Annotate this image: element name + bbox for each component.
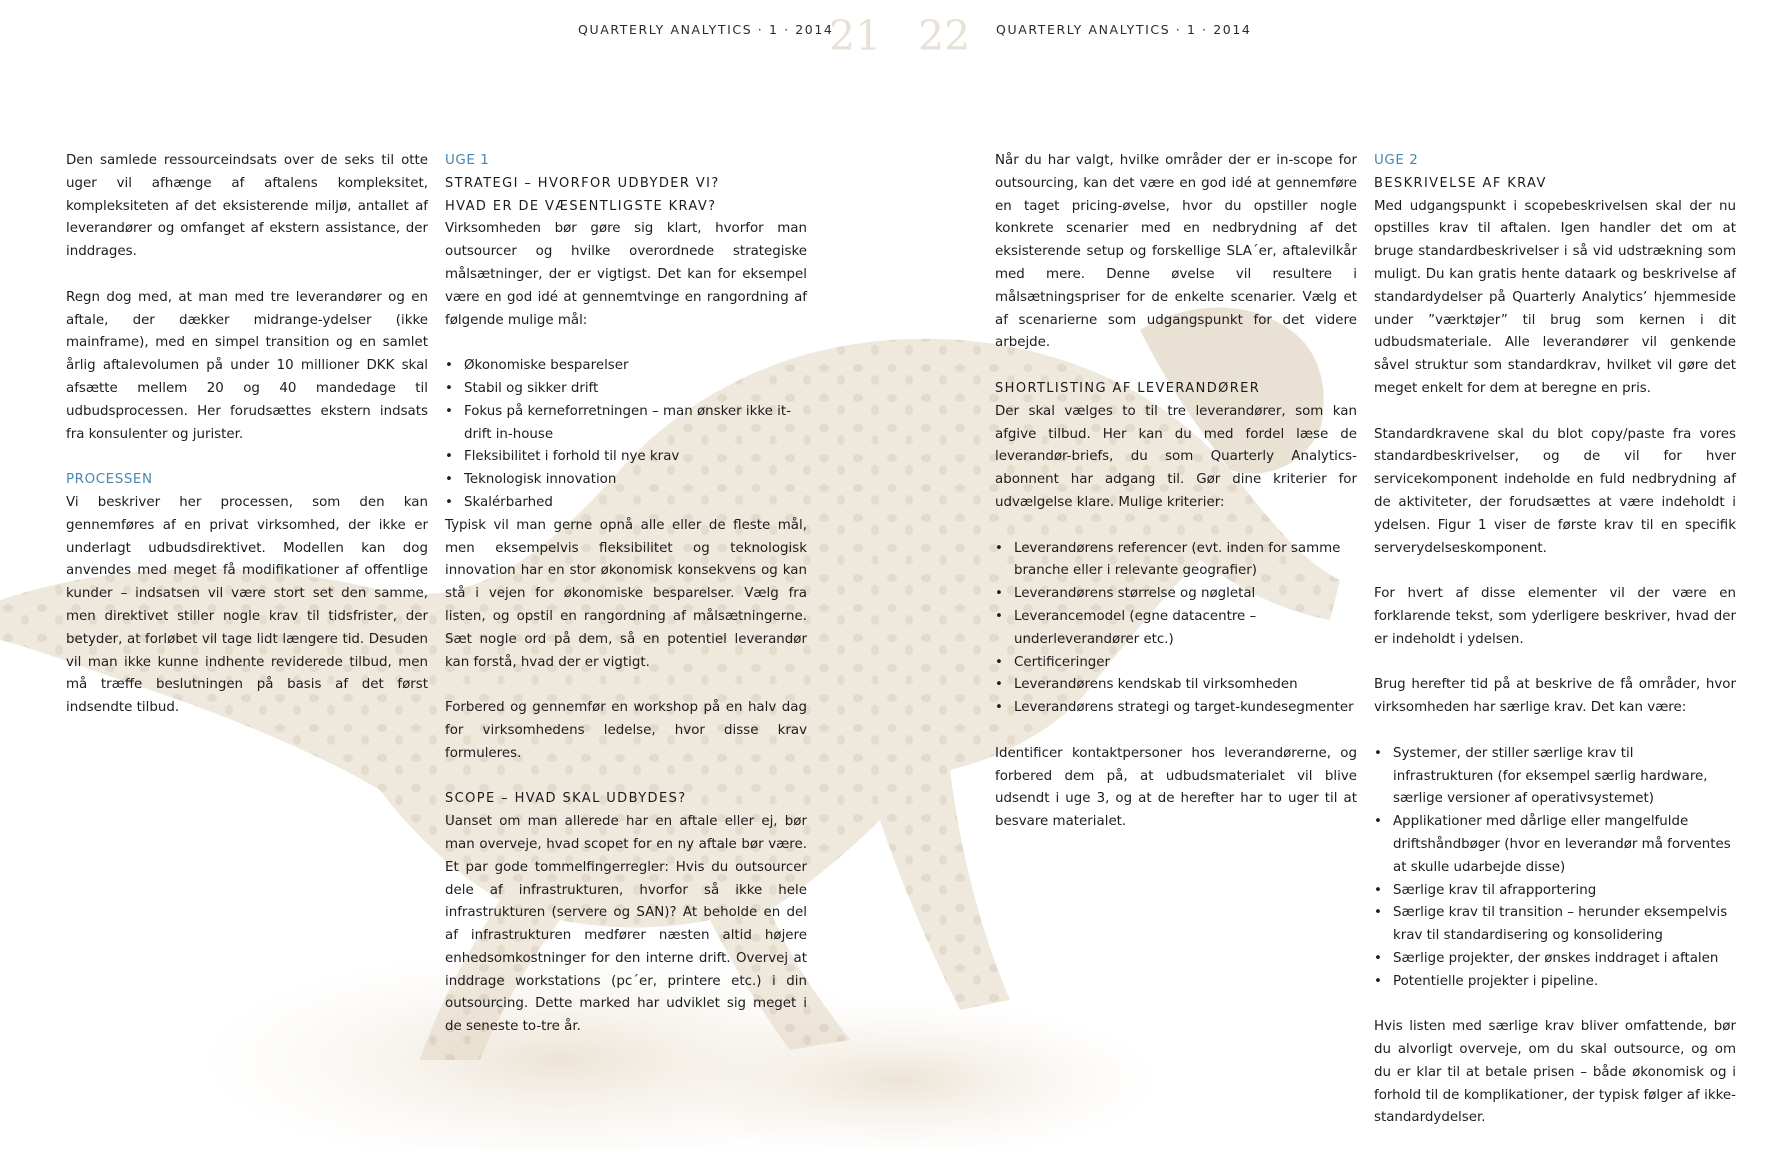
paragraph: Brug herefter tid på at beskrive de få områder, hvor virksomheden har særlige krav. Det kan være: (1374, 677, 1736, 716)
criteria-list (995, 538, 1357, 720)
paragraph: Typisk vil man gerne opnå alle eller de fleste mål, men eksempelvis fleksibilitet og teknologisk innovation har en stor økonomisk konsekvens og kan stå i vejen for økonomiske besparelser. Vælg fra listen, og opstil en rangordning af målsætningerne. Sæt nogle ord på dem, så en potentiel leverandør kan forstå, hvad der er vigtigt. (445, 517, 807, 670)
list-item: • Systemer, der stiller særlige krav til infrastrukturen (for eksempel særlig hardware, særlige versioner af operativsystemet) (1374, 743, 1736, 811)
list-item: • Skalérbarhed (445, 492, 807, 515)
paragraph: Virksomheden bør gøre sig klart, hvorfor man outsourcer og hvilke overordnede strategiske målsætninger, der er vigtigst. Det kan for eksempel være en god idé at gennemtvinge en rangordning af følgende mulige mål: (445, 221, 807, 328)
goals-list (445, 355, 807, 515)
paragraph: Med udgangspunkt i scopebeskrivelsen skal der nu opstilles krav til aftalen. Igen handler det om at bruge standardbeskrivelser i så vid udstrækning som muligt. Du kan gratis hente dataark og beskrivelse af standardydelser på Quarterly Analytics’ hjemmeside under ”værktøjer” til brug som kernen i dit udbudsmateriale. Alle leverandører vil genkende såvel struktur som standardkrav, hvilket vil gøre det meget enkelt for dem at beregne en pris. (1374, 198, 1736, 396)
right-running-title: QUARTERLY ANALYTICS · 1 · 2014 (996, 22, 1252, 37)
paragraph: Regn dog med, at man med tre leverandører og en aftale, der dækker midrange-ydelser (ikke mainframe), med en simpel transition og en samlet årlig aftalevolumen på under 10 millioner DKK skal afsætte mellem 20 og 40 mandedage til udbudsprocessen. Her forudsættes ekstern indsats fra konsulenter og jurister. (66, 289, 428, 442)
special-requirements-list (1374, 743, 1736, 994)
list-item: • Leverandørens størrelse og nøgletal (995, 583, 1357, 606)
list-item: • Økonomiske besparelser (445, 355, 807, 378)
paragraph: Der skal vælges to til tre leverandører, som kan afgive tilbud. Her kan du med fordel læse de leverandør-briefs, du som Quarterly Analytics-abonnent har adgang til. Gør dine kriterier for udvælgelse klare. Mulige kriterier: (995, 403, 1357, 510)
week-heading-uge-1: UGE 1 (445, 153, 490, 168)
paragraph: Uanset om man allerede har en aftale eller ej, bør man overveje, hvad scopet for en ny aftale bør være. Et par gode tommelfingerregler: Hvis du outsourcer dele af infrastrukturen, hvorfor så ikke hele infrastrukturen (servere og SAN)? At beholde en del af infrastrukturen medfører næsten altid højere enhedsomkostninger for den interne drift. Overvej at inddrage workstations (pc´er, printere etc.) i din outsourcing. Dette marked har udviklet sig meget i de seneste to-tre år. (445, 814, 807, 1035)
paragraph: Hvis listen med særlige krav bliver omfattende, bør du alvorligt overveje, om du skal outsource, og om du er klar til at betale prisen – både økonomisk og i forhold til de komplikationer, der typisk følger af ikke-standardydelser. (1374, 1019, 1736, 1126)
list-item: • Fleksibilitet i forhold til nye krav (445, 446, 807, 469)
subheading-krav: HVAD ER DE VÆSENTLIGSTE KRAV? (445, 198, 717, 214)
list-item: • Applikationer med dårlige eller mangelfulde driftshåndbøger (hvor en leverandør må forventes at skulle udarbejde disse) (1374, 811, 1736, 879)
column-3 (995, 150, 1357, 857)
list-item: • Særlige krav til afrapportering (1374, 880, 1736, 903)
paragraph: Når du har valgt, hvilke områder der er in-scope for outsourcing, kan det være en god idé at gennemføre en taget pricing-øvelse, hvor du opstiller nogle konkrete scenarier med en nedbrydning af det eksisterende setup og forskellige SLA´er, aftalevilkår med mere. Denne øvelse vil resultere i målsætningspriser for de enkelte scenarier. Vælg et af scenarierne som udgangspunkt for det videre arbejde. (995, 153, 1357, 351)
paragraph: Forbered og gennemfør en workshop på en halv dag for virksomhedens ledelse, hvor disse krav formuleres. (445, 700, 807, 761)
subheading-beskrivelse: BESKRIVELSE AF KRAV (1374, 175, 1547, 191)
week-heading-uge-2: UGE 2 (1374, 153, 1419, 168)
paragraph: Vi beskriver her processen, som den kan gennemføres af en privat virksomhed, der ikke er underlagt udbudsdirektivet. Modellen kan dog anvendes med meget få modifikationer af offentlige kunder – indsatsen vil være stort set den samme, men direktivet stiller nogle krav til tidsfrister, der betyder, at forløbet vil tage lidt længere tid. Desuden vil man ikke kunne indhente reviderede tilbud, men må træffe beslutningen på basis af det først indsendte tilbud. (66, 494, 428, 716)
paragraph: For hvert af disse elementer vil der være en forklarende tekst, som yderligere beskriver, hvad der er indeholdt i ydelsen. (1374, 586, 1736, 647)
paragraph: Identificer kontaktpersoner hos leverandørerne, og forbered dem på, at udbudsmaterialet vil blive udsendt i uge 3, og at de herefter har to uger til at besvare materialet. (995, 745, 1357, 830)
list-item: • Leverandørens strategi og target-kundesegmenter (995, 697, 1357, 720)
left-running-title: QUARTERLY ANALYTICS · 1 · 2014 (578, 22, 834, 37)
list-item: • Leverancemodel (egne datacentre – underleverandører etc.) (995, 606, 1357, 652)
list-item: • Teknologisk innovation (445, 469, 807, 492)
list-item: • Særlige projekter, der ønskes inddraget i aftalen (1374, 948, 1736, 971)
paragraph: Standardkravene skal du blot copy/paste fra vores standardbeskrivelser, og de vil for hver servicekomponent indeholde en fuld nedbrydning af de aktiviteter, der forudsættes at være indeholdt i ydelsen. Figur 1 viser de første krav til en specifik serverydelseskomponent. (1374, 426, 1736, 556)
list-item: • Særlige krav til transition – herunder eksempelvis krav til standardisering og konsolidering (1374, 902, 1736, 948)
right-page-number: 22 (918, 12, 971, 60)
subheading-scope: SCOPE – HVAD SKAL UDBYDES? (445, 791, 687, 807)
list-item: • Leverandørens kendskab til virksomheden (995, 674, 1357, 697)
list-item: • Fokus på kerneforretningen – man ønsker ikke it-drift in-house (445, 401, 807, 447)
list-item: • Leverandørens referencer (evt. inden for samme branche eller i relevante geografier) (995, 538, 1357, 584)
list-item: • Stabil og sikker drift (445, 378, 807, 401)
list-item: • Potentielle projekter i pipeline. (1374, 971, 1736, 994)
subheading-strategi: STRATEGI – HVORFOR UDBYDER VI? (445, 175, 720, 191)
section-heading-processen: PROCESSEN (66, 472, 153, 488)
subheading-shortlisting: SHORTLISTING AF LEVERANDØRER (995, 380, 1261, 396)
column-4 (1374, 150, 1736, 1153)
column-1 (66, 150, 428, 743)
list-item: • Certificeringer (995, 652, 1357, 675)
left-page-number: 21 (829, 12, 882, 60)
column-2 (445, 150, 807, 1062)
paragraph: Den samlede ressourceindsats over de seks til otte uger vil afhænge af aftalens kompleksitet, kompleksiteten af det eksisterende miljø, antallet af leverandører og omfanget af ekstern assistance, der inddrages. (66, 153, 428, 260)
